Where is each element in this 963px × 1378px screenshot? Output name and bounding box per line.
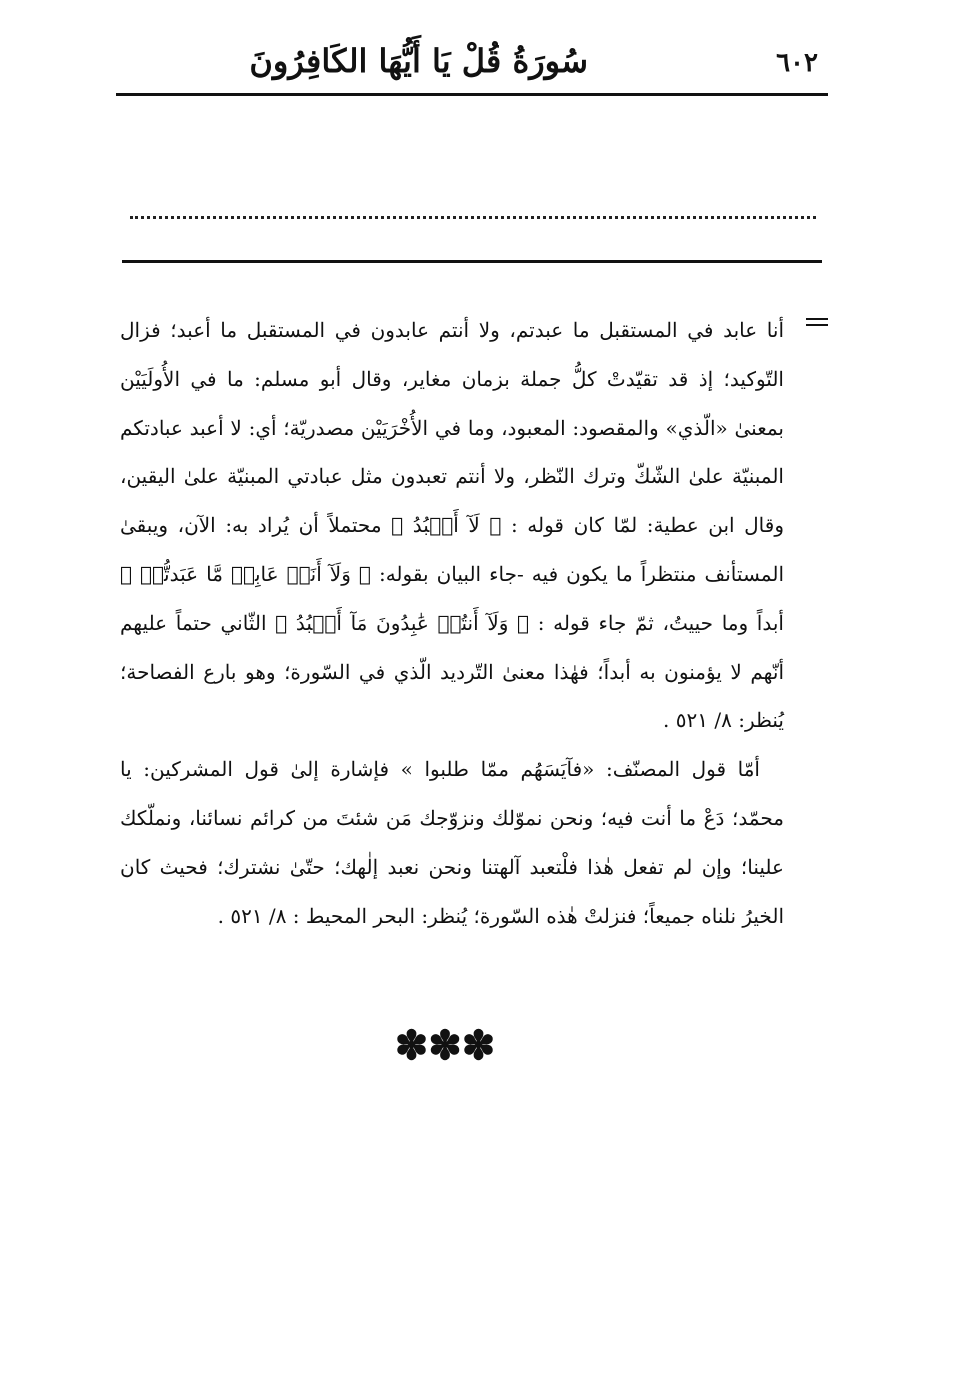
footnote-continuation-marker xyxy=(806,318,828,326)
page-header xyxy=(116,36,828,98)
footnote-rule xyxy=(122,260,822,263)
end-ornament: ✽✽✽ xyxy=(394,1022,496,1069)
dotted-separator xyxy=(130,216,816,219)
footnote-paragraph: أمّا قول المصنّف: «فآيَسَهُم ممّا طلبوا » فإشارة إلىٰ قول المشركين: يا محمّد؛ دَعْ ما أنت فيه؛ ونحن نموّلك ونزوّجك مَن شئتَ من كرائم نسائنا، ونملّكك علينا؛ وإن لم تفعل هٰذا فلْتعبد آلهتنا ونحن نعبد إلٰهك؛ حتّىٰ نشترك؛ فحيث كان الخيرُ نلناه جميعاً؛ فنزلتْ هٰذه السّورة؛ يُنظر: البحر المحيط : ٨/ ٥٢١ . xyxy=(120,757,784,928)
running-title: سُورَةُ قُلْ يَا أَيُّهَا الكَافِرُونَ xyxy=(249,42,588,80)
header-rule xyxy=(116,93,828,96)
footnotes-text xyxy=(120,306,784,940)
footnote-paragraph: أنا عابد في المستقبل ما عبدتم، ولا أنتم عابدون في المستقبل ما أعبد؛ فزال التّوكيد؛ إذ قد تقيّدتْ كلُّ جملة بزمان مغاير، وقال أبو مسلم: ما في الأُولَيَيْن بمعنىٰ «الّذي» والمقصود: المعبود، وما في الأُخْرَيَيْن مصدريّة؛ أي: لا أعبد عبادتكم المبنيّة علىٰ الشّكّ وترك النّظر، ولا أنتم تعبدون مثل عبادتي المبنيّة علىٰ اليقين، وقال ابن عطية: لمّا كان قوله : ﴿ لَآ أَعۡبُدُ ﴾ محتملاً أن يُراد به: الآن، ويبقىٰ المستأنف منتظراً ما يكون فيه -جاء البيان بقوله: ﴿ وَلَآ أَنَا۠ عَابِدٞ مَّا عَبَدتُّمۡ ﴾ أبداً وما حييتُ، ثمّ جاء قوله : ﴿ وَلَآ أَنتُمۡ عَٰبِدُونَ مَآ أَعۡبُدُ ﴾ الثّاني حتماً عليهم أنّهم لا يؤمنون به أبداً؛ فهٰذا معنىٰ التّرديد الّذي في السّورة؛ وهو بارع الفصاحة؛ يُنظر: ٨/ ٥٢١ . xyxy=(120,318,785,733)
page-number: ٦٠٢ xyxy=(776,48,818,78)
